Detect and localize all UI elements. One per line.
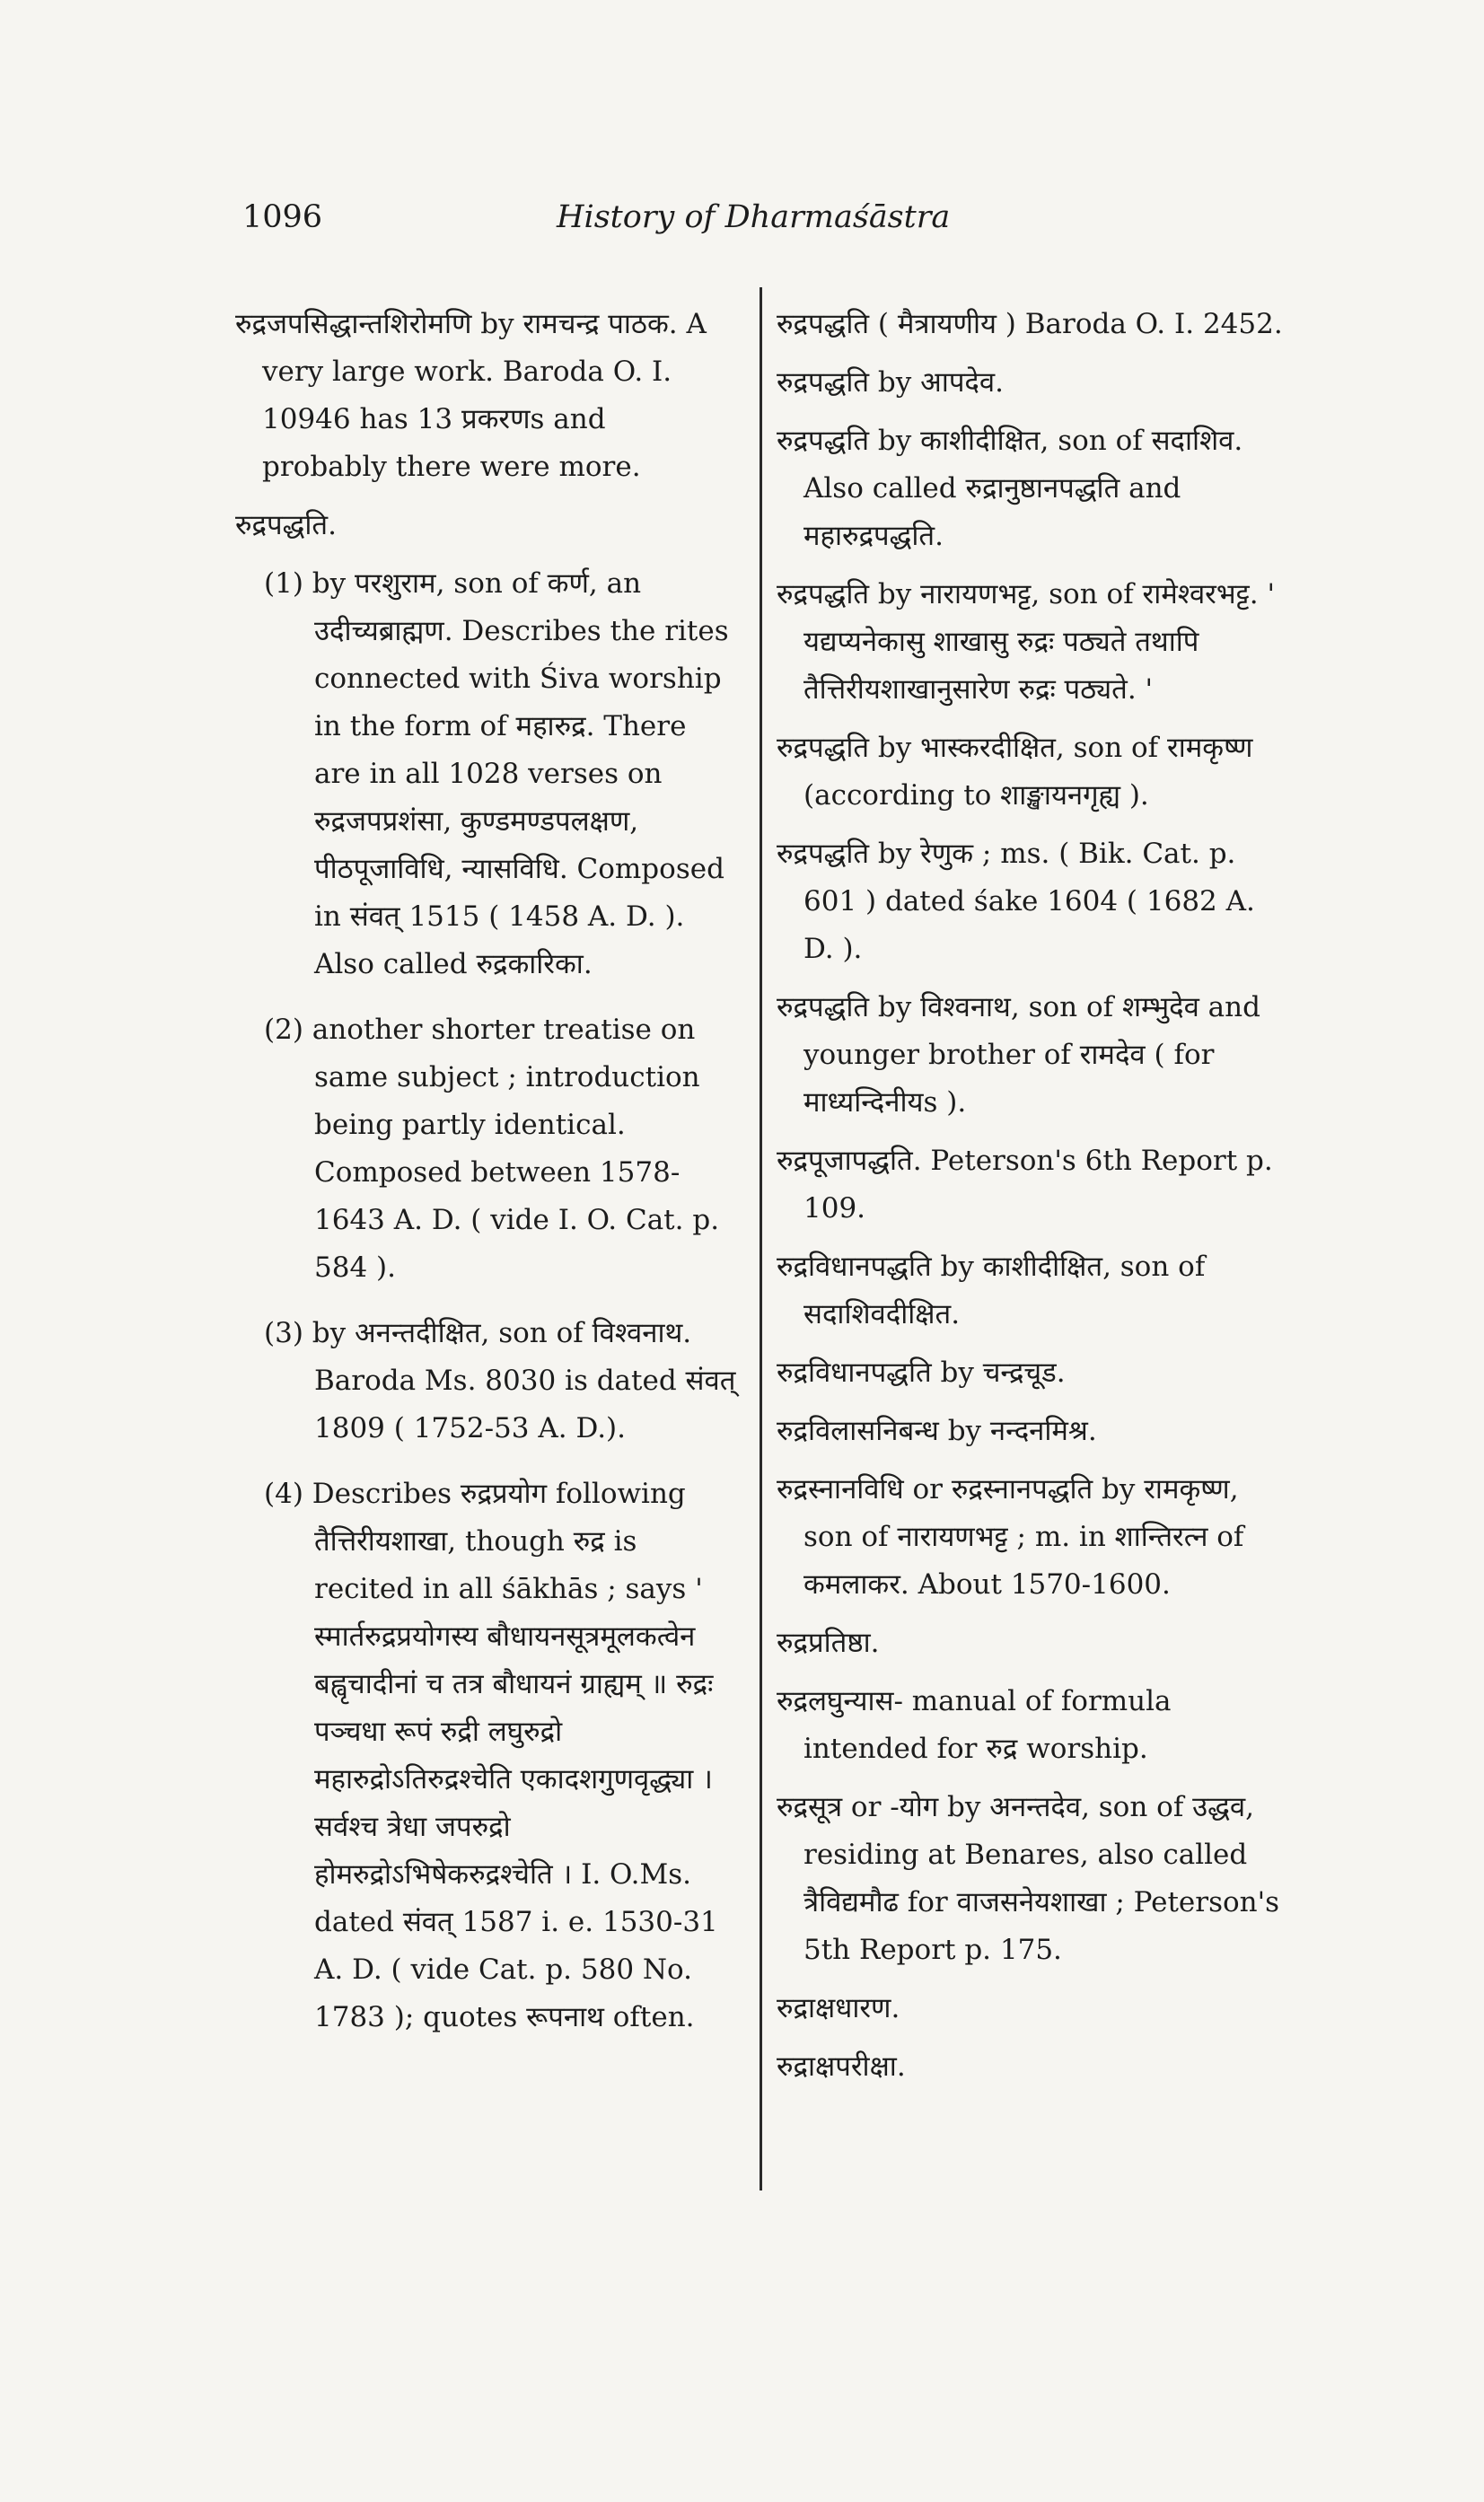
entry-r11: रुद्रविलासनिबन्ध by नन्दनमिश्र. bbox=[777, 1415, 1097, 1447]
right-column bbox=[777, 301, 1293, 2102]
subentry-3: (3) by अनन्तदीक्षित, son of विश्वनाथ. Baroda Ms. 8030 is dated संवत् 1809 ( 1752-53 A. D.). bbox=[264, 1317, 736, 1444]
entry-r12: रुद्रस्नानविधि or रुद्रस्नानपद्धति by रामकृष्ण, son of नारायणभट्ट ; m. in शान्तिरत्न of कमलाकर. About 1570-1600. bbox=[777, 1473, 1244, 1601]
entry-r14: रुद्रलघुन्यास- manual of formula intended for रुद्र worship. bbox=[777, 1685, 1172, 1765]
entry-r13: रुद्रप्रतिष्ठा. bbox=[777, 1627, 880, 1659]
column-divider bbox=[760, 287, 762, 2190]
entry-r6: रुद्रपद्धति by रेणुक ; ms. ( Bik. Cat. p. 601 ) dated śake 1604 ( 1682 A. D. ). bbox=[777, 838, 1255, 965]
entry-r9: रुद्रविधानपद्धति by काशीदीक्षित, son of सदाशिवदीक्षित. bbox=[777, 1251, 1206, 1330]
running-title: History of Dharmaśāstra bbox=[557, 199, 951, 235]
entry-rudrajapa-siddhanta: रुद्रजपसिद्धान्तशिरोमणि by रामचन्द्र पाठक. A very large work. Baroda O. I. 10946 has 13 प्रकरणs and probably there were more. bbox=[235, 308, 707, 483]
entry-r8: रुद्रपूजापद्धति. Peterson's 6th Report p. 109. bbox=[777, 1145, 1273, 1225]
entry-r7: रुद्रपद्धति by विश्वनाथ, son of शम्भुदेव and younger brother of रामदेव ( for माध्यन्दिनीयs ). bbox=[777, 991, 1260, 1119]
entry-r5: रुद्रपद्धति by भास्करदीक्षित, son of रामकृष्ण (according to शाङ्खायनगृह्य ). bbox=[777, 732, 1253, 812]
entry-r15: रुद्रसूत्र or -योग by अनन्तदेव, son of उद्धव, residing at Benares, also called त्रैविद्यमौढ for वाजसनेयशाखा ; Peterson's 5th Report p. 175. bbox=[777, 1791, 1280, 1966]
entry-r2: रुद्रपद्धति by आपदेव. bbox=[777, 366, 1004, 399]
entry-r1: रुद्रपद्धति ( मैत्रायणीय ) Baroda O. I. 2452. bbox=[777, 308, 1283, 340]
entry-rudrapaddhati-heading: रुद्रपद्धति. bbox=[235, 509, 337, 541]
entry-r4: रुद्रपद्धति by नारायणभट्ट, son of रामेश्वरभट्ट. ' यद्यप्यनेकासु शाखासु रुद्रः पठ्यते तथापि तैत्तिरीयशाखानुसारेण रुद्रः पठ्यते. ' bbox=[777, 578, 1276, 706]
page-number: 1096 bbox=[242, 199, 323, 235]
left-column bbox=[235, 301, 738, 2059]
page-header bbox=[242, 199, 1242, 244]
entry-r16: रुद्राक्षधारण. bbox=[777, 1992, 900, 2024]
entry-r17: रुद्राक्षपरीक्षा. bbox=[777, 2050, 906, 2083]
subentry-4: (4) Describes रुद्रप्रयोग following तैत्तिरीयशाखा, though रुद्र is recited in all śākhās ; says ' स्मार्तरुद्रप्रयोगस्य बौधायनसूत्रमूलकत्वेन बह्वृचादीनां च तत्र बौधायनं ग्राह्यम् ॥ रुद्रः पञ्चधा रूपं रुद्री लघुरुद्रो महारुद्रोऽतिरुद्रश्चेति एकादशगुणवृद्ध्या । सर्वश्च त्रेधा जपरुद्रो होमरुद्रोऽभिषेकरुद्रश्चेति । I. O.Ms. dated संवत् 1587 i. e. 1530-31 A. D. ( vide Cat. p. 580 No. 1783 ); quotes रूपनाथ often. bbox=[264, 1478, 718, 2033]
entry-r3: रुद्रपद्धति by काशीदीक्षित, son of सदाशिव. Also called रुद्रानुष्ठानपद्धति and महारुद्रपद्धति. bbox=[777, 425, 1243, 552]
subentry-1: (1) by परशुराम, son of कर्ण, an उदीच्यब्राह्मण. Describes the rites connected with Śiva worship in the form of महारुद्र. There are in all 1028 verses on रुद्रजपप्रशंसा, कुण्डमण्डपलक्षण, पीठपूजाविधि, न्यासविधि. Composed in संवत् 1515 ( 1458 A. D. ). Also called रुद्रकारिका. bbox=[264, 567, 729, 980]
entry-r10: रुद्रविधानपद्धति by चन्द्रचूड. bbox=[777, 1356, 1066, 1389]
subentry-2: (2) another shorter treatise on same subject ; introduction being partly identical. Composed between 1578-1643 A. D. ( vide I. O. Cat. p. 584 ). bbox=[264, 1014, 720, 1284]
